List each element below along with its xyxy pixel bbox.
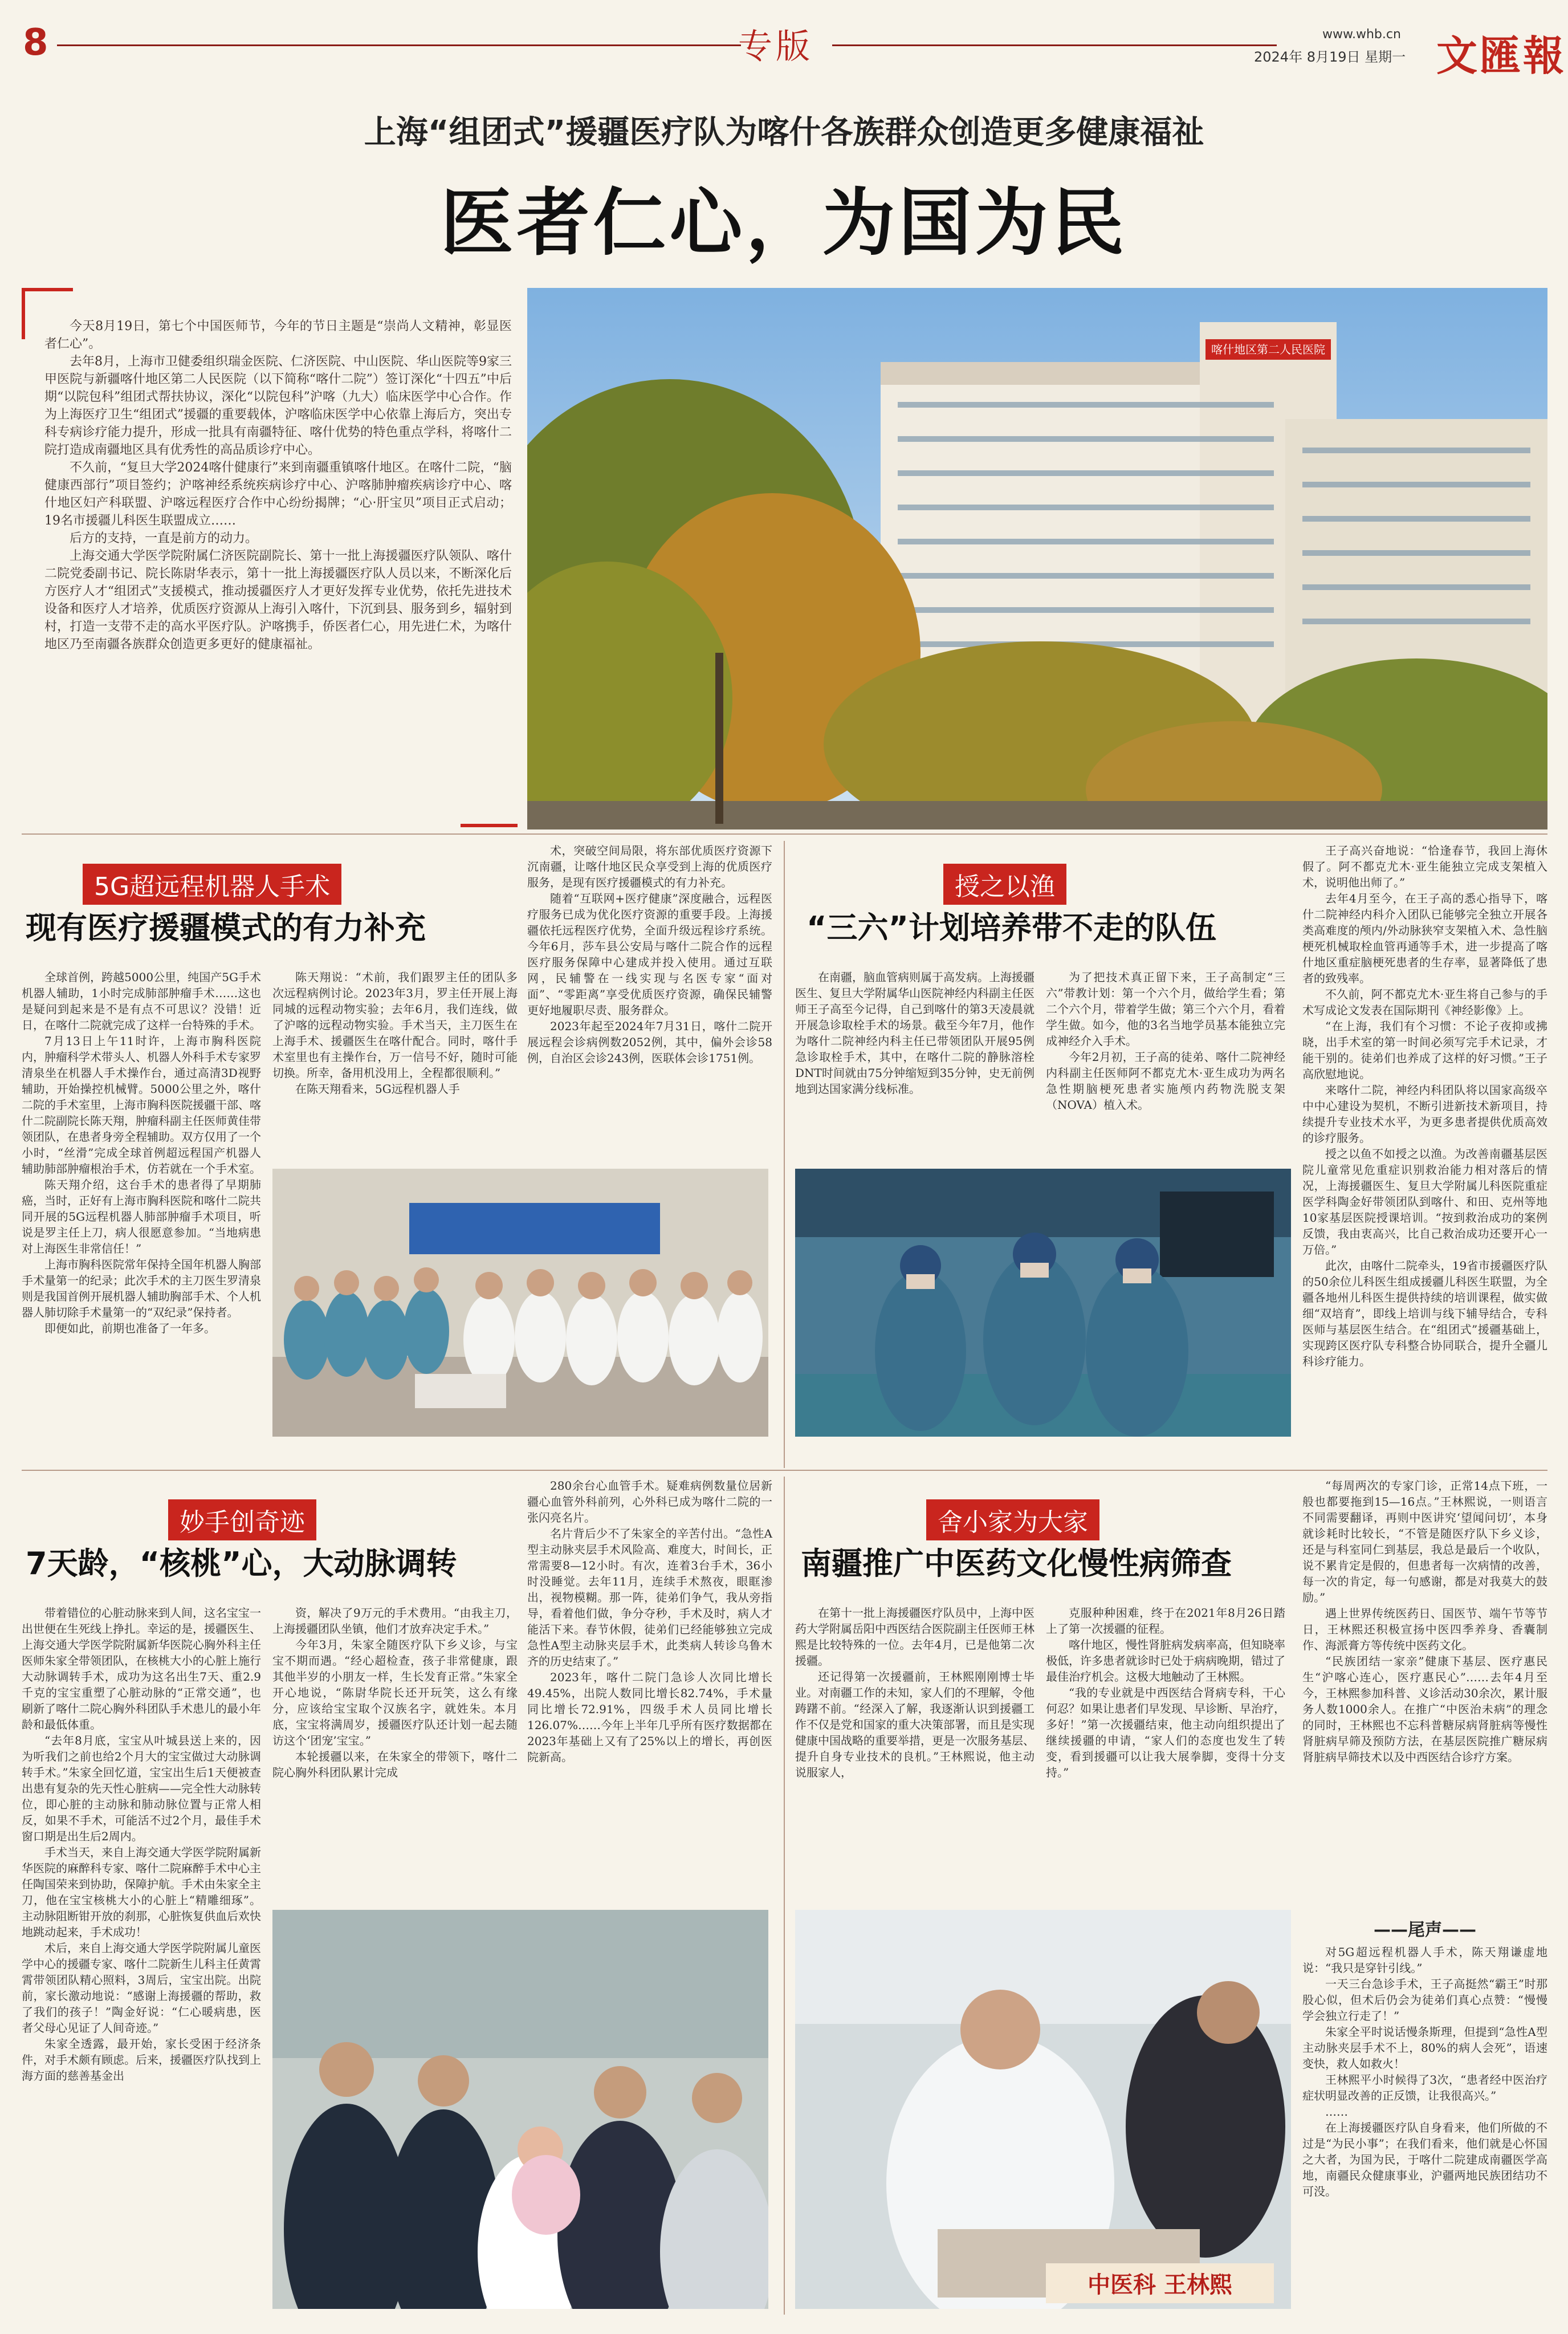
team-photo-illustration xyxy=(272,1169,768,1437)
paragraph: 手术当天，来自上海交通大学医学院附属新华医院的麻醉科专家、喀什二院麻醉手术中心主任陶国荣来到协助，保障护航。手术由朱家全主刀，他在宝宝核桃大小的心脏上“精雕细琢”。主动脉阻断钳开放的刹那，心脏恢复供血后欢快地跳动起来，手术成功！ xyxy=(22,1845,261,1939)
paragraph: 名片背后少不了朱家全的辛苦付出。“急性A型主动脉夹层手术风险高、难度大，时间长，正常需要8—12小时。有次，连着3台手术，36小时没睡觉。去年11月，连续手术熬夜，眼眶渗出，视物模糊。那一阵，徒弟们争气，我从旁指导，看着他们做，争分夺秒，手术及时，病人才能活下来。春节休假，徒弟们已经能够独立完成急性A型主动脉夹层手术，此类病人转诊乌鲁木齐的历史结束了。” xyxy=(527,1527,772,1668)
paragraph: 今年2月初，王子高的徒弟、喀什二院神经内科副主任医师阿不都克尤木·亚生成功为两名急性期脑梗死患者实施颅内药物洗脱支架（NOVA）植入术。 xyxy=(1046,1050,1285,1112)
masthead xyxy=(0,0,1568,86)
operating-room-illustration xyxy=(795,1169,1291,1437)
section-5g-col2 xyxy=(272,969,518,1097)
paragraph: 术后，来自上海交通大学医学院附属儿童医学中心的援疆专家、喀什二院新生儿科主任黄霄霄带领团队精心照料，3周后，宝宝出院。出院前，家长激动地说：“感谢上海援疆的帮助，救了我们的孩子！”陶金好说：“仁心暖病患，医者父母心见证了人间奇迹。” xyxy=(22,1941,261,2035)
corner-mark-v xyxy=(22,288,25,339)
family-photo-illustration xyxy=(272,1910,768,2309)
paragraph: 一天三台急诊手术，王子高挺然“霸王”时那股心似，但术后仍会为徒弟们真心点赞：“慢慢学会独立行走了！” xyxy=(1302,1977,1547,2023)
paragraph: 去年4月至今，在王子高的悉心指导下，喀什二院神经内科介入团队已能够完全独立开展各类高难度的颅内/外动脉狭窄支架植入术、急性脑梗死机械取栓血管再通等手术，进一步提高了喀什地区重症脑梗死患者的生存率，显著降低了患者的致残率。 xyxy=(1302,892,1547,985)
section-tcm-col3 xyxy=(1302,1478,1547,1765)
intro-paragraph: 后方的支持，一直是前方的动力。 xyxy=(70,531,258,546)
paragraph: 2023年起至2024年7月31日，喀什二院开展远程会诊病例数2052例，其中，偏外会诊58例，自治区会诊243例，医联体会诊1751例。 xyxy=(527,1019,772,1065)
section-title: “三六”计划培养带不走的队伍 xyxy=(807,910,1216,946)
photo-5g-team xyxy=(272,1169,768,1437)
door-sign: 中医科 王林熙 xyxy=(1088,2272,1232,2298)
paragraph: 资，解决了9万元的手术费用。“由我主刀，上海援疆团队坐镇，他们才放弃决定手术。” xyxy=(272,1606,518,1636)
newspaper-logo: 文匯報 xyxy=(1436,31,1567,80)
section-tag: 妙手创奇迹 xyxy=(168,1499,316,1540)
paragraph: 朱家全透露，最开始，家长受困于经济条件，对手术颇有顾虑。后来，援疆医疗队找到上海方面的慈善基金出 xyxy=(22,2037,261,2083)
paragraph: 对5G超远程机器人手术，陈天翔谦虚地说：“我只是穿针引线。” xyxy=(1302,1945,1547,1975)
section-title: 7天龄，“核桃”心，大动脉调转 xyxy=(26,1546,457,1581)
hospital-illustration xyxy=(527,288,1547,829)
section-tag: 授之以渔 xyxy=(943,864,1066,905)
paragraph: 2023年，喀什二院门急诊人次同比增长49.45%，出院人数同比增长82.74%，手术量同比增长72.91%，四级手术人员同比增长126.07%……今年上半年几乎所有医疗数据都在2023年基础上又有了25%以上的增长，再创医院新高。 xyxy=(527,1670,772,1764)
divider-top xyxy=(22,833,1547,835)
paragraph: 不久前，阿不都克尤木·亚生将自己参与的手术写成论文发表在国际期刊《神经影像》上。 xyxy=(1302,987,1547,1017)
photo-operating-room xyxy=(795,1169,1291,1437)
section-5g-col1 xyxy=(22,969,261,1336)
paragraph: 280余台心血管手术。疑难病例数量位居新疆心血管外科前列，心外科已成为喀什二院的一张闪亮名片。 xyxy=(527,1479,772,1524)
paragraph: 在南疆，脑血管病则属于高发病。上海援疆医生、复旦大学附属华山医院神经内科副主任医师王子高至今记得，自己到喀什的第3天凌晨就开展急诊取栓手术的场景。截至今年7月，他作为喀什二院神经内科主任已带领团队开展95例急诊取栓手术，其中，在喀什二院的静脉溶栓DNT时间就由75分钟缩短到35分钟，史无前例地到达国家满分线标准。 xyxy=(795,970,1035,1096)
corner-mark xyxy=(22,288,73,291)
intro-paragraph: 今天8月19日，第七个中国医师节，今年的节日主题是“崇尚人文精神，彰显医者仁心”。 xyxy=(44,319,512,351)
intro-text xyxy=(44,318,512,653)
paragraph: 全球首例，跨越5000公里，纯国产5G手术机器人辅助，1小时完成肺部肿瘤手术……这也是疑问到起来是不是有点不可思议？没错！近日，在喀什二院就完成了这样一台特殊的手术。 xyxy=(22,970,261,1032)
col-divider xyxy=(784,841,785,1468)
paragraph: 在第十一批上海援疆医疗队员中，上海中医药大学附属岳阳中西医结合医院副主任医师王林熙是比较特殊的一位。去年4月，已是他第二次援疆。 xyxy=(795,1606,1035,1668)
section-heart-col3 xyxy=(527,1478,772,1765)
paragraph: 随着“互联网+医疗健康”深度融合，远程医疗服务已成为优化医疗资源的重要手段。上海援疆依托远程医疗优势，全面升级远程诊疗系统。今年6月，莎车县公安局与喀什二院合作的远程医疗服务保障中心建成并投入使用。通过互联网，民辅警在一线实现与名医专家“面对面”、“零距离”享受优质医疗资源，确保民辅警更好地履职尽责、服务群众。 xyxy=(527,892,772,1017)
paragraph: 上海市胸科医院常年保持全国年机器人胸部手术量第一的纪录；此次手术的主刀医生罗清泉则是我国首例开展机器人辅助胸部手术、个人机器人肺切除手术量第一的“双纪录”保持者。 xyxy=(22,1258,261,1319)
clinic-photo-illustration xyxy=(795,1910,1291,2309)
intro-box xyxy=(22,288,518,829)
paragraph: 王子高兴奋地说：“恰逢春节，我回上海休假了。阿不都克尤木·亚生能独立完成支架植入术，说明他出师了。” xyxy=(1302,844,1547,889)
paragraph: 带着错位的心脏动脉来到人间，这名宝宝一出世便在生死线上挣扎。幸运的是，援疆医生、上海交通大学医学院附属新华医院心胸外科主任医师朱家全带领团队，在核桃大小的心脏上施行大动脉调转手术，成功为这名出生7天、重2.9千克的宝宝重塑了心脏动脉的“正常交通”，也刷新了喀什二院心胸外科团队手术患儿的最小年龄和最低体重。 xyxy=(22,1606,261,1731)
paragraph: 王林熙平小时候得了3次，“患者经中医治疗症状明显改善的正反馈，让我很高兴。” xyxy=(1302,2073,1547,2103)
col-divider-bottom xyxy=(784,1477,785,2315)
paragraph: 授之以鱼不如授之以渔。为改善南疆基层医院儿童常见危重症识别救治能力相对落后的情况，上海援疆医生、复旦大学附属儿科医院重症医学科陶金好带领团队到喀什、和田、克州等地10家基层医院授课培训。“按到救治成功的案例反馈，我由衷高兴，比自己救治成功还要开心一万倍。” xyxy=(1302,1147,1547,1257)
hospital-sign: 喀什地区第二人民医院 xyxy=(1211,343,1325,356)
paragraph: 即便如此，前期也准备了一年多。 xyxy=(44,1321,215,1335)
masthead-rule-left xyxy=(57,44,741,46)
section-5g-header xyxy=(26,841,533,955)
section-tcm-header xyxy=(789,1477,1291,1591)
photo-family xyxy=(272,1910,768,2309)
site-url: www.whb.cn xyxy=(1322,27,1401,42)
paragraph: 还记得第一次援疆前，王林熙刚刚博士毕业。对南疆工作的未知，家人们的不理解，令他踌躇不前。“经深入了解，我逐渐认识到援疆工作不仅是党和国家的重大决策部署，而且是实现健康中国战略的重要举措，更是一次服务基层、提升自身专业技术的良机。”王林熙说，他主动说服家人， xyxy=(795,1670,1035,1779)
divider-mid xyxy=(22,1470,1547,1471)
paragraph: 遇上世界传统医药日、国医节、端午节等节日，王林熙还积极宣扬中医四季养身、香囊制作、海派膏方等传统中医药文化。 xyxy=(1302,1607,1547,1652)
section-title: 现有医疗援疆模式的有力补充 xyxy=(26,910,426,946)
kicker: 上海“组团式”援疆医疗队为喀什各族群众创造更多健康福祉 xyxy=(364,114,1204,151)
epilogue-text xyxy=(1302,1944,1547,2199)
masthead-rule-right xyxy=(832,44,1277,46)
paragraph: 在陈天翔看来，5G远程机器人手 xyxy=(295,1082,460,1096)
paragraph: 陈天翔介绍，这台手术的患者得了早期肺癌，当时，正好有上海市胸科医院和喀什二院共同开展的5G远程机器人肺部肿瘤手术项目，听说是罗主任上刀，病人很愿意参加。“当地病患对上海医生非常信任！” xyxy=(22,1178,261,1255)
issue-date: 2024年 8月19日 星期一 xyxy=(1254,49,1406,65)
section-name: 专版 xyxy=(738,27,813,67)
intro-paragraph: 上海交通大学医学院附属仁济医院副院长、第十一批上海援疆医疗队领队、喀什二院党委副书记、院长陈尉华表示，第十一批上海援疆医疗队人员以来，不断深化后方医疗人才“组团式”支援模式，推动援疆医疗人才更好发挥专业优势，依托先进技术设备和医疗人才培养，优质医疗资源从上海引入喀什，下沉到县、服务到乡，辐射到村，打造一支带不走的高水平医疗队。沪喀携手，侨医者仁心，用先进仁术，为喀什地区乃至南疆各族群众创造更多更好的健康福祉。 xyxy=(44,549,512,652)
paragraph: “在上海，我们有个习惯：不论子夜抑或拂晓，出手术室的第一时间必须写完手术记录，才能干别的。徒弟们也养成了这样的好习惯。”王子高欣慰地说。 xyxy=(1302,1019,1547,1081)
paragraph: 在上海援疆医疗队自身看来，他们所做的不过是“为民小事”；在我们看来，他们就是心怀国之大者，为国为民，于喀什二院建成南疆医学高地，南疆民众健康事业，沪疆两地民族团结功不可没。 xyxy=(1302,2121,1547,2198)
paragraph: 本轮援疆以来，在朱家全的带领下，喀什二院心胸外科团队累计完成 xyxy=(272,1750,518,1779)
intro-paragraph: 去年8月，上海市卫健委组织瑞金医院、仁济医院、中山医院、华山医院等9家三甲医院与新疆喀什地区第二人民医院（以下简称“喀什二院”）签订深化“十四五”中后期“以院包科”组团式帮扶协议，深化“以院包科”沪喀（九大）临床医学中心合作。作为上海医疗卫生“组团式”援疆的重要载体，沪喀临床医学中心依靠上海后方，突出专科专病诊疗能力提升，形成一批具有南疆特征、喀什优势的特色重点学科，将喀什二院打造成南疆地区具有优秀性的高品质诊疗中心。 xyxy=(44,355,512,457)
hero-photo-hospital xyxy=(527,288,1547,829)
section-teach-col3 xyxy=(1302,843,1547,1369)
corner-mark-br xyxy=(461,824,518,827)
page-number: 8 xyxy=(23,22,48,64)
section-title: 南疆推广中医药文化慢性病筛查 xyxy=(801,1546,1232,1581)
section-tag: 舍小家为大家 xyxy=(926,1499,1099,1540)
paragraph: 朱家全平时说话慢条斯理，但提到“急性A型主动脉夹层手术不上，80%的病人会死”，语速变快，救人如救火！ xyxy=(1302,2025,1547,2071)
section-teach-col1 xyxy=(795,969,1035,1097)
section-teach-col2 xyxy=(1046,969,1285,1113)
section-5g-col3 xyxy=(527,843,772,1066)
photo-tcm-clinic xyxy=(795,1910,1291,2309)
section-tcm-col1 xyxy=(795,1605,1035,1780)
epilogue-title: ——尾声—— xyxy=(1374,1920,1476,1940)
paragraph: “民族团结一家亲”健康下基层、医疗惠民生“沪喀心连心，医疗惠民心”……去年4月至今，王林熙参加科普、义诊活动30余次，累计服务人数1000余人。在推广“中医治未病”的理念的同时，王林熙也不忘科普糖尿病肾脏病等慢性肾脏病早筛及预防方法，在基层医院推广糖尿病肾脏病早筛技术以及中西医结合诊疗方案。 xyxy=(1302,1654,1547,1764)
intro-paragraph: 不久前，“复旦大学2024喀什健康行”来到南疆重镇喀什地区。在喀什二院，“脑健康西部行”项目签约；沪喀神经系统疾病诊疗中心、沪喀肺肿瘤疾病诊疗中心、喀什地区妇产科联盟、沪喀远程医疗合作中心纷纷揭牌；“心·肝宝贝”项目正式启动；19名市援疆儿科医生联盟成立…… xyxy=(44,461,512,528)
section-heart-col1 xyxy=(22,1605,261,2084)
paragraph: …… xyxy=(1325,2105,1348,2119)
section-heart-col2 xyxy=(272,1605,518,1780)
section-tag: 5G超远程机器人手术 xyxy=(83,864,341,905)
paragraph: 今年3月，朱家全随医疗队下乡义诊，与宝宝不期而遇。“经心超检查，孩子非常健康，跟其他半岁的小朋友一样，生长发育正常。”朱家全开心地说，“陈尉华院长还开玩笑，这么有缘分，应该给宝宝取个汉族名字，就姓朱。本月底，宝宝将满周岁，援疆医疗队还计划一起去随访这个‘团宠’宝宝。” xyxy=(272,1638,518,1747)
section-heart-header xyxy=(26,1477,533,1591)
paragraph: 陈天翔说：“术前，我们跟罗主任的团队多次远程病例讨论。2023年3月，罗主任开展上海同城的远程动物实验；去年6月，我们连线，做了沪喀的远程动物实验。手术当天，主刀医生在上海手术、援疆医生在喀什配合。同时，喀什手术室里也有主操作台，万一信号不好，随时可能切换。所幸，备用机没用上，全程都很顺利。” xyxy=(272,970,518,1080)
paragraph: 克服种种困难，终于在2021年8月26日踏上了第一次援疆的征程。 xyxy=(1046,1606,1285,1636)
paragraph: 来喀什二院，神经内科团队将以国家高级卒中中心建设为契机，不断引进新技术新项目，持续提升专业技术水平，为更多患者提供优质高效的诊疗服务。 xyxy=(1302,1083,1547,1145)
paragraph: “去年8月底，宝宝从叶城县送上来的，因为听我们之前也给2个月大的宝宝做过大动脉调转手术。”朱家全回忆道，宝宝出生后1天便被查出患有复杂的先天性心脏病——完全性大动脉转位，即心脏的主动脉和肺动脉位置与正常人相反，如果不手术，可能活不过2个月，最佳手术窗口期是出生后2周内。 xyxy=(22,1734,261,1843)
main-headline: 医者仁心，为国为民 xyxy=(440,181,1128,266)
paragraph: 术，突破空间局限，将东部优质医疗资源下沉南疆，让喀什地区民众享受到上海的优质医疗服务，是现有医疗援疆模式的有力补充。 xyxy=(527,844,772,889)
paragraph: 7月13日上午11时许，上海市胸科医院内，肿瘤科学术带头人、机器人外科手术专家罗清泉坐在机器人手术操作台，通过高清3D视野辅助，开始操控机械臂。5000公里之外，喀什二院的手术室里，上海市胸科医院援疆干部、喀什二院副院长陈天翔，肿瘤科副主任医师黄佳带领团队，在患者身旁全程辅助。双方仅用了一个小时，“丝滑”完成全球首例超远程国产机器人辅助肺部肿瘤根治手术，仿若就在一个手术室。 xyxy=(22,1034,261,1176)
paragraph: “每周两次的专家门诊，正常14点下班，一般也都要拖到15—16点。”王林熙说，一则语言不同需要翻译，再则中医讲究‘望闻问切’，本身就诊耗时比较长，“不管是随医疗队下乡义诊，还是与科室同仁到基层，我总是最后一个收队，说不累肯定是假的，但患者每一次病情的改善，每一次的肯定，每一句感谢，都是对我莫大的鼓励。” xyxy=(1302,1479,1547,1604)
section-tcm-col2 xyxy=(1046,1605,1285,1780)
paragraph: “我的专业就是中西医结合肾病专科，干心何忍？如果让患者们早发现、早诊断、早治疗，多好！”第一次援疆结束，他主动向组织提出了继续援疆的申请，“家人们的态度也发生了转变，看到援疆可以让我大展拳脚，变得十分支持。” xyxy=(1046,1686,1285,1779)
section-teach-header xyxy=(789,841,1291,955)
paragraph: 为了把技术真正留下来，王子高制定“三六”带教计划：第一个六个月，做给学生看；第二个六个月，带着学生做；第三个六个月，看着学生做。如今，他的3名当地学员基本能独立完成神经介入手术。 xyxy=(1046,970,1285,1048)
paragraph: 此次，由喀什二院牵头，19省市援疆医疗队的50余位儿科医生组成援疆儿科医生联盟，为全疆各地州儿科医生提供持续的培训课程，做实做细“双培育”，即线上培训与线下辅导结合，专科医师与基层医生结合。在“组团式”援疆基础上，实现跨区医疗队专科整合协同联合，提升全疆儿科诊疗能力。 xyxy=(1302,1259,1547,1368)
paragraph: 喀什地区，慢性肾脏病发病率高，但知晓率极低，许多患者就诊时已处于病病晚期，错过了最佳治疗机会。这极大地触动了王林熙。 xyxy=(1046,1638,1285,1684)
